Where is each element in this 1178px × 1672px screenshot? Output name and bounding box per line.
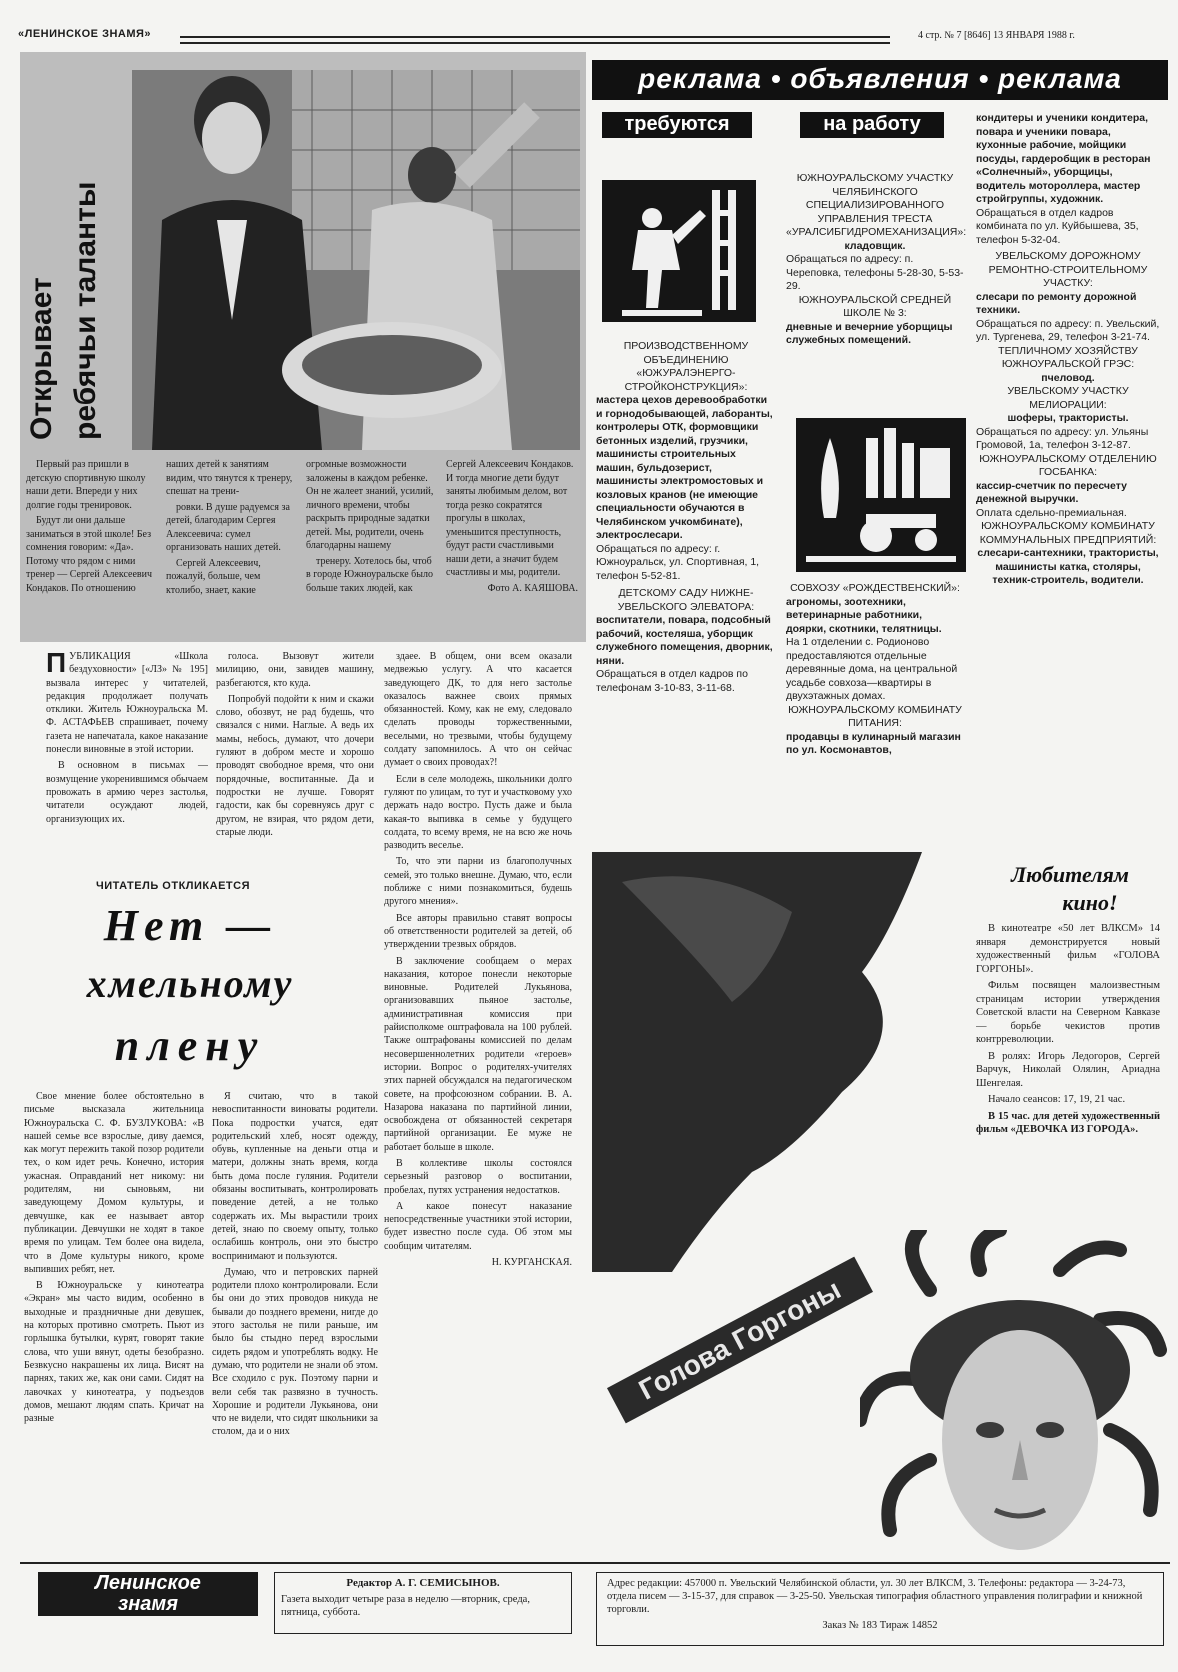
ad-vacancies: кладовщик.	[844, 239, 906, 252]
body-para: Попробуй подойти к ним и скажи слово, обозвут, не рад будешь, что связался с ними. Наглые. А ведь их мамы, небось, думают, что дочери гуляют в добром месте и хорошо проводят свободное время, что они порядочные, воспитанные. Да и подростки не лучше. Говорят гадости, как бы соревнуясь друг с другом, не взирая, что рядом дети, старые люди.	[216, 693, 374, 838]
ad-org-name: УВЕЛЬСКОМУ УЧАСТКУ МЕЛИОРАЦИИ:	[1007, 385, 1129, 411]
cinema-announcement	[976, 922, 1160, 1202]
medusa-mask-image	[860, 1230, 1170, 1570]
ads-column-a	[596, 340, 776, 840]
headline-line-2: ребячьи таланты	[69, 181, 102, 440]
footer-editor-box	[274, 1572, 572, 1634]
footer-schedule: Газета выходит четыре раза в неделю —вторник, среда, пятница, суббота.	[281, 1594, 530, 1618]
agriculture-tractor-logo	[796, 418, 966, 572]
footer-order: Заказ № 183 Тираж 14852	[822, 1620, 938, 1631]
ad-org-name: ЮЖНОУРАЛЬСКОМУ ОТДЕЛЕНИЮ ГОСБАНКА:	[979, 452, 1157, 478]
headline-line-2: хмельному	[86, 961, 294, 1006]
photo-story-caption	[26, 458, 578, 638]
footer-address-box	[596, 1572, 1164, 1646]
ad-vacancies: слесари по ремонту дорожной техники.	[976, 290, 1137, 316]
ad-note: Оплата сдельно-премиальная.	[976, 506, 1127, 519]
required-label: требуются	[602, 112, 752, 138]
coach-with-children-photo	[132, 70, 580, 450]
ad-contact: Обращаться по адресу: ул. Ульяны Громовой, 1а, телефон 3-12-87.	[976, 425, 1149, 451]
ads-column-c	[976, 112, 1160, 852]
body-para: Думаю, что и петровских парней родители плохо контролировали. Если бы они до этих проводов никуда не бывали до позднего времени, нигде до этого застолья не пили раньше, им было бы стыдно перед взрослыми сидеть рядом и употреблять водку. Не думаю, что родители не знали об этом. Все сходило с рук. Поэтому парни и вели себя так развязно в тучность. Хорошие и родители Лукьянова, они что не видели, что сидят школьники за столом, да и о них	[212, 1266, 378, 1438]
footer-address: Адрес редакции: 457000 п. Увельский Челябинской области, ул. 30 лет ВЛКСМ, 3. Телефоны: редактора — 3-24-73, отдела писем — 3-15-37, для справок — 3-25-50. Увельская типография областного управления полиграфии и книжной торговли.	[607, 1578, 1143, 1615]
intro-para: В основном в письмах — возмущение укоренившимся обычаем провожать в армию через застолья, читатели осуждают людей, организующих их.	[46, 760, 208, 825]
body-para: А какое понесут наказание непосредственные участники этой истории, будет известно после суда. Об этом мы сообщим читателям.	[384, 1200, 572, 1252]
caption-para: Первый раз пришли в детскую спортивную школу наши дети. Впереди у них долгие годы тренировок.	[26, 459, 146, 511]
cinema-title-1: Любителям	[1011, 862, 1129, 887]
body-para: Все авторы правильно ставят вопросы об ответственности родителей за детей, об утверждении трезвых обрядов.	[384, 912, 572, 951]
masthead-issue-info: 4 стр. № 7 [8646] 13 ЯНВАРЯ 1988 г.	[918, 30, 1075, 41]
article-col-2-bottom	[212, 1090, 378, 1540]
ads-column-b-bottom	[786, 582, 964, 842]
ad-org-name: ПРОИЗВОДСТВЕННОМУ ОБЪЕДИНЕНИЮ «ЮЖУРАЛЭНЕРГО-СТРОЙКОНСТРУКЦИЯ»:	[623, 340, 749, 393]
cinema-para: В ролях: Игорь Ледогоров, Сергей Варчук, Николай Олялин, Ариадна Шенгелая.	[976, 1050, 1160, 1089]
film-poster-title: Голова Горгоны	[607, 1257, 873, 1424]
body-para: Я считаю, что в такой невоспитанности виноваты родители. Пока подростки учатся, едят родительский хлеб, носят одежду, обувь, купленные на деньги отца и матери, должны знать время, когда быть дома после гуляния. Родители обязаны воспитывать, контролировать поведение детей, а не только содержать их. Мы вырастили троих детей, знаю по своему опыту, только ослабишь контроль, они это быстро воспринимают и пользуются.	[212, 1091, 378, 1262]
cinema-para: В 15 час. для детей художественный фильм «ДЕВОЧКА ИЗ ГОРОДА».	[976, 1110, 1160, 1135]
film-poster-shadow-profile	[592, 852, 922, 1272]
caption-para: ровки. В душе радуемся за детей, благодарим Сергея Алексеевича: сумел организовать наших детей.	[166, 501, 290, 553]
body-para: здаее. В общем, они всем оказали медвежью услугу. А что касается заведующего ДК, то для него застолье оказалось важнее своих прямых обязанностей. Кому, как не ему, следовало сделать проводы торжественными, веселыми, но трезвыми, чтобы будущему солдату запомнилось. А что он сейчас думает о своих проводах?!	[384, 651, 572, 769]
ad-vacancies: пчеловод.	[1041, 371, 1095, 384]
body-para: В Южноуральске у кинотеатра «Экран» мы часто видим, особенно в выходные и праздничные дни девушек, на которых противно смотреть. Пьют из горлышка бутылки, курят, говорят такие слова, что уши вянут, одеты безобразно. Безвкусно накрашены их лица. Висят на парнях, таких же, как они сами. Сидят на лавочках у кинотеатра, у подъездов домов, мешают людям спать. Кричат на разные	[24, 1280, 204, 1425]
ad-vacancies: мастера цехов деревообработки и горнодобывающей, лаборанты, контролеры ОТК, формовщики бетонных изделий, грузчики, машинисты строительных машин, бульдозерист, машинисты электромостовых и козловых кранов (не имеющие специальности обучаются в Челябинском учкомбинате), электрослесари.	[596, 394, 773, 541]
ad-org-name: УВЕЛЬСКОМУ ДОРОЖНОМУ РЕМОНТНО-СТРОИТЕЛЬНОМУ УЧАСТКУ:	[988, 250, 1148, 289]
ad-contact: Обращаться по адресу: г. Южноуральск, ул. Спортивная, 1, телефон 5-52-81.	[596, 542, 760, 582]
masthead-paper-name: «ЛЕНИНСКОЕ ЗНАМЯ»	[18, 28, 152, 40]
ad-contact: Обращаться по адресу: п. Увельский, ул. Тургенева, 29, телефон 3-21-74.	[976, 317, 1160, 343]
body-para: Свое мнение более обстоятельно в письме высказала жительница Южноуральска С. Ф. БУЗЛУКОВА: «В нашей семье все взрослые, диву даемся, как могут пережить такой позор родители тех, о ком идет речь. Конечно, история ужасная. Оправданий нет никому: ни родителям, ни сыновьям, ни заведующему Домом культуры, и девчушке, как ее называет автор публикации. Девчушки не ходят в такое время по улицам. Тем более она видела, что в Доме культуры никого, кроме выпивших ребят, нет.	[24, 1091, 204, 1275]
ad-org-name: ЮЖНОУРАЛЬСКОМУ УЧАСТКУ ЧЕЛЯБИНСКОГО СПЕЦИАЛИЗИРОВАННОГО УПРАВЛЕНИЯ ТРЕСТА «УРАЛСИБГИДРОМЕХАНИЗАЦИЯ»:	[786, 172, 967, 238]
photo-story-headline	[24, 90, 114, 440]
ad-note: На 1 отделении с. Родионово предоставляются отдельные деревянные дома, на центральной усадьбе совхоза—квартиры в двухэтажных домах.	[786, 636, 958, 702]
cinema-title-2: кино!	[1062, 890, 1118, 915]
ad-contact: Обращаться в отдел кадров по телефонам 3-10-83, 3-11-68.	[596, 668, 748, 694]
ad-vacancies: кассир-счетчик по пересчету денежной выручки.	[976, 479, 1127, 505]
ad-org-name: ЮЖНОУРАЛЬСКОМУ КОМБИНАТУ КОММУНАЛЬНЫХ ПРЕДПРИЯТИЙ:	[979, 520, 1157, 546]
ad-contact: Обращаться по адресу: п. Череповка, телефоны 5-28-30, 5-53-29.	[786, 253, 964, 292]
headline-line-1: Открывает	[25, 277, 58, 440]
footer-logo	[38, 1572, 258, 1616]
intro-para: УБЛИКАЦИЯ «Школа бездуховности» [«ЛЗ» № 195] вызвала интерес у читателей, редакция продолжает получать отклики. Житель Южноуральска М. Ф. АСТАФЬЕВ спрашивает, почему газета не напечатала, какое наказание понесли виновные в этой истории.	[46, 651, 208, 756]
ad-org-name: ТЕПЛИЧНОМУ ХОЗЯЙСТВУ ЮЖНОУРАЛЬСКОЙ ГРЭС:	[998, 344, 1138, 370]
article-col-1-bottom	[24, 1090, 204, 1540]
ad-vacancies: воспитатели, повара, подсобный рабочий, костеляша, уборщик служебного помещения, дворник, няни.	[596, 614, 773, 667]
body-para: Если в селе молодежь, школьники долго гуляют по улицам, то тут и участковому ухо держать надо востро. Пусть даже и была какая-то выпивка в семье у будущего солдата, то всему время, не на всю же ночь разводить веселье.	[384, 773, 572, 852]
ad-org-name: ЮЖНОУРАЛЬСКОЙ СРЕДНЕЙ ШКОЛЕ № 3:	[798, 293, 952, 319]
ad-contact: Обращаться в отдел кадров комбината по ул. Куйбышева, 35, телефон 5-32-04.	[976, 206, 1139, 246]
caption-para: Будут ли они дальше заниматься в этой школе! Без сомнения говорим: «Да». Потому что рядом с ними тренер — Сергей Алексеевич Кондаков. По отношению наших детей к занятиям видим, что тянутся к тренеру, спешат на трени-	[26, 459, 293, 594]
caption-para: Сергей Алексеевич, пожалуй, больше, чем ктолибо, знает, какие огромные возможности заложены в каждом ребенке. Он не жалеет знаний, усилий, личного времени, чтобы раскрыть природные задатки детей. Мы, родители, очень благодарны нашему	[166, 459, 434, 596]
article-col-3	[384, 650, 572, 1540]
ad-vacancies: продавцы в кулинарный магазин по ул. Космонавтов,	[786, 730, 961, 756]
headline-line-1: Нет —	[103, 901, 277, 950]
cinema-para: Фильм посвящен малоизвестным страницам истории утверждения Советской власти на Северном Кавказе — борьбе чекистов против контрреволюции.	[976, 980, 1160, 1045]
for-work-label: на работу	[800, 112, 944, 138]
headline-line-3: плену	[114, 1021, 266, 1070]
body-para: В коллективе школы состоялся серьезный разговор о воспитании, пробелах, путях устранения недостатков.	[384, 1157, 572, 1196]
caption-para: тренеру. Хотелось бы, чтоб в городе Южноуральске было больше таких людей, как Сергей Алексеевич Кондаков. И тогда многие дети будут заняты любимым делом, вот тогда резко сократятся прогулы в школах, уменьшится преступность, будут расти счастливыми наши дети, а значит будем счастливы и мы, родители.	[306, 459, 574, 594]
ad-vacancies: агрономы, зоотехники, ветеринарные работники, доярки, скотники, телятницы.	[786, 595, 942, 635]
ad-vacancies: дневные и вечерние уборщицы служебных помещений.	[786, 320, 953, 346]
footer-rule	[20, 1562, 1170, 1564]
ads-banner: реклама • объявления • реклама	[592, 60, 1168, 100]
construction-worker-logo	[602, 180, 756, 322]
article-intro	[46, 650, 208, 870]
dropcap: П	[46, 650, 67, 678]
ad-vacancies: кондитеры и ученики кондитера, повара и ученики повара, кухонные рабочие, мойщики посуды, гардеробщик в ресторан «Солнечный», уборщицы, водитель мотороллера, мастер стройгруппы, художник.	[976, 112, 1151, 205]
article-author: Н. КУРГАНСКАЯ.	[491, 1257, 572, 1269]
footer-logo-line-2: знамя	[118, 1593, 178, 1615]
masthead-rule	[180, 36, 890, 44]
ad-org-name: ДЕТСКОМУ САДУ НИЖНЕ-УВЕЛЬСКОГО ЭЛЕВАТОРА:	[617, 587, 755, 613]
cinema-para: Начало сеансов: 17, 19, 21 час.	[988, 1094, 1126, 1105]
ads-column-b-top	[786, 172, 967, 412]
ad-vacancies: слесари-сантехники, трактористы, машинисты катка, столяры, техник-строитель, водители.	[977, 547, 1159, 586]
ad-org-name: ЮЖНОУРАЛЬСКОМУ КОМБИНАТУ ПИТАНИЯ:	[788, 703, 962, 729]
footer-logo-line-1: Ленинское	[95, 1572, 201, 1594]
photo-credit: Фото А. КАЯШОВА.	[487, 582, 578, 594]
body-para: В заключение сообщаем о мерах наказания, которое понесли некоторые виновные. Родителей Лукьянова, организовавших пьяное застолье, административная комиссия при райисполкоме оштрафовала на 100 рублей. Также оштрафованы комиссией по делам несовершеннолетних родители «героев» истории. Вопрос о родителях-учителях этих парней обсуждался на педагогическом совете, на профсоюзном собрании. В. А. Назарова наказана по партийной линии, освобождена от обязанностей секретаря партийной организации. Ее муже не работает больше в школе.	[384, 955, 572, 1153]
article-col-2-top	[216, 650, 374, 872]
footer-editor: Редактор А. Г. СЕМИСЫНОВ.	[346, 1577, 500, 1589]
body-para: голоса. Вызовут жители милицию, они, завидев машину, разбегаются, кто куда.	[216, 651, 374, 689]
rubric-label: ЧИТАТЕЛЬ ОТКЛИКАЕТСЯ	[96, 880, 250, 892]
ad-vacancies: шоферы, трактористы.	[1007, 412, 1129, 424]
cinema-para: В кинотеатре «50 лет ВЛКСМ» 14 января демонстрируется новый художественный фильм «ГОЛОВА ГОРГОНЫ».	[976, 923, 1160, 975]
ad-org-name: СОВХОЗУ «РОЖДЕСТВЕНСКИЙ»:	[790, 582, 960, 594]
body-para: То, что эти парни из благополучных семей, это только внешне. Думаю, что, если поближе с ними познакомиться, будешь другого мнения».	[384, 856, 572, 908]
